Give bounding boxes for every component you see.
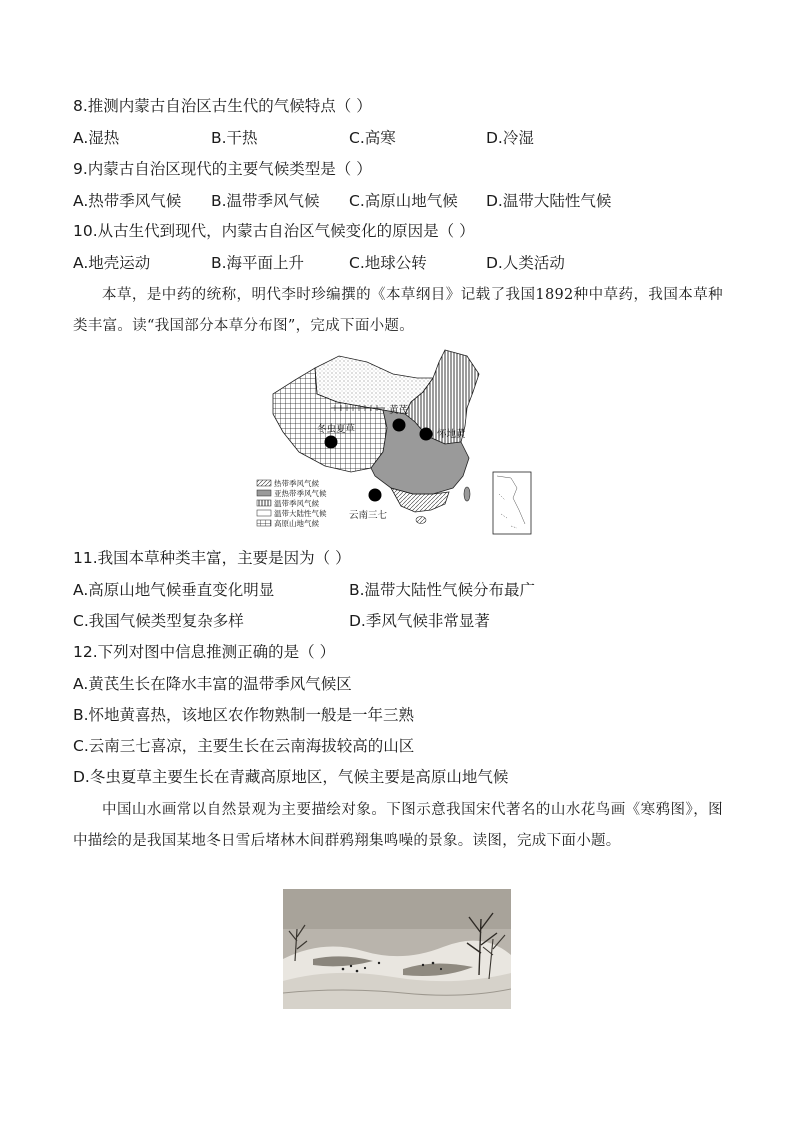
question-9-stem: 9.内蒙古自治区现代的主要气候类型是（ ） bbox=[73, 160, 372, 178]
label-sanqi: 云南三七 bbox=[349, 510, 388, 521]
huangqi-marker bbox=[393, 419, 406, 432]
q11-option-a: A.高原山地气候垂直变化明显 bbox=[73, 581, 275, 599]
q12-option-b: B.怀地黄喜热，该地区农作物熟制一般是一年三熟 bbox=[73, 706, 415, 724]
question-10-stem: 10.从古生代到现代，内蒙古自治区气候变化的原因是（ ） bbox=[73, 222, 475, 240]
hainan-island bbox=[416, 517, 426, 524]
sanqi-marker bbox=[369, 489, 382, 502]
question-12-stem: 12.下列对图中信息推测正确的是（ ） bbox=[73, 643, 336, 661]
question-8-stem: 8.推测内蒙古自治区古生代的气候特点（ ） bbox=[73, 97, 372, 115]
q10-option-d: D.人类活动 bbox=[486, 254, 565, 272]
legend-temperate-continental: 温带大陆性气候 bbox=[274, 509, 327, 518]
label-dongchong: 冬虫夏草 bbox=[317, 424, 356, 435]
passage-landscape-painting: 中国山水画常以自然景观为主要描绘对象。下图示意我国宋代著名的山水花鸟画《寒鸦图》，图中描绘的是我国某地冬日雪后堵林木间群鸦翔集鸣噪的景象。读图，完成下面小题。 bbox=[73, 802, 723, 849]
question-11-stem: 11.我国本草种类丰富，主要是因为（ ） bbox=[73, 549, 351, 567]
q10-option-b: B.海平面上升 bbox=[211, 254, 305, 272]
herb-distribution-map bbox=[255, 348, 535, 538]
q11-option-c: C.我国气候类型复杂多样 bbox=[73, 612, 244, 630]
map-legend bbox=[257, 478, 327, 528]
q12-option-d: D.冬虫夏草主要生长在青藏高原地区，气候主要是高原山地气候 bbox=[73, 768, 509, 786]
q9-option-c: C.高原山地气候 bbox=[349, 192, 458, 210]
q8-option-d: D.冷湿 bbox=[486, 129, 534, 147]
legend-plateau-mountain: 高原山地气候 bbox=[274, 519, 319, 528]
q10-option-a: A.地壳运动 bbox=[73, 254, 151, 272]
legend-temperate-monsoon: 温带季风气候 bbox=[274, 499, 319, 508]
q11-option-b: B.温带大陆性气候分布最广 bbox=[349, 581, 536, 599]
label-huangqi: 黄芪 bbox=[389, 405, 409, 416]
q12-option-c: C.云南三七喜凉，主要生长在云南海拔较高的山区 bbox=[73, 737, 415, 755]
dongchong-marker bbox=[325, 436, 338, 449]
q12-option-a: A.黄芪生长在降水丰富的温带季风气候区 bbox=[73, 675, 352, 693]
legend-tropical-monsoon: 热带季风气候 bbox=[274, 479, 319, 488]
q9-option-d: D.温带大陆性气候 bbox=[486, 192, 612, 210]
q9-option-a: A.热带季风气候 bbox=[73, 192, 182, 210]
label-huaidihuang: 怀地黄 bbox=[437, 429, 466, 440]
passage-herbal-medicine: 本草，是中药的统称，明代李时珍编撰的《本草纲目》记载了我国1892种中草药，我国本草种类丰富。读“我国部分本草分布图”，完成下面小题。 bbox=[73, 287, 723, 334]
q8-option-c: C.高寒 bbox=[349, 129, 396, 147]
legend-subtropical-monsoon: 亚热带季风气候 bbox=[274, 489, 327, 498]
q11-option-d: D.季风气候非常显著 bbox=[349, 612, 490, 630]
winter-crows-painting bbox=[283, 889, 511, 1009]
huaidihuang-marker bbox=[420, 428, 433, 441]
q8-option-a: A.湿热 bbox=[73, 129, 120, 147]
q9-option-b: B.温带季风气候 bbox=[211, 192, 320, 210]
south-china-sea-inset bbox=[493, 472, 531, 534]
q8-option-b: B.干热 bbox=[211, 129, 258, 147]
q10-option-c: C.地球公转 bbox=[349, 254, 427, 272]
taiwan-island bbox=[464, 487, 470, 501]
